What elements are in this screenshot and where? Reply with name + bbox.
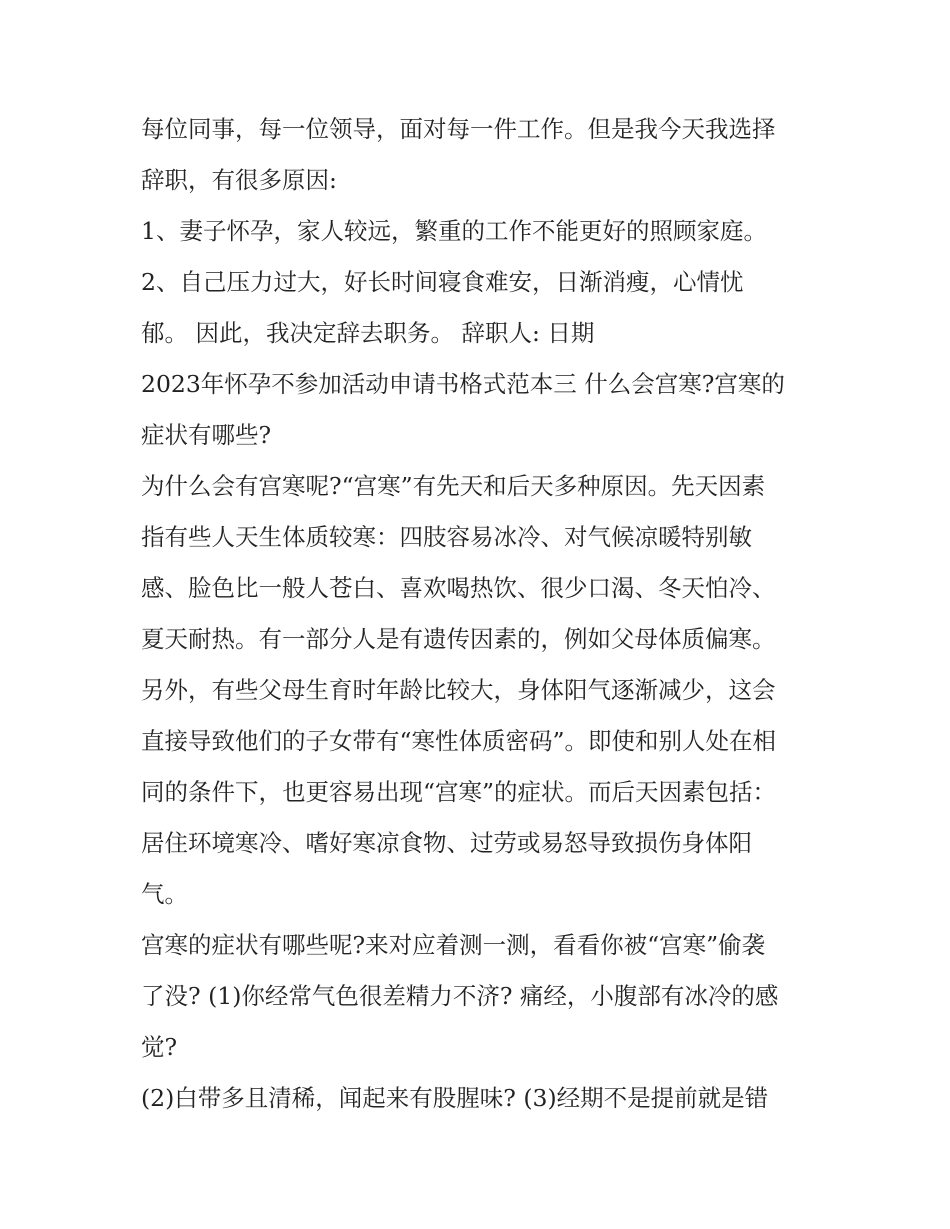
text-line: 郁。 因此，我决定辞去职务。 辞职人: 日期 (141, 319, 595, 347)
text-line: 另外，有些父母生育时年龄比较大，身体阳气逐渐减少，这会 (141, 676, 776, 704)
text-line: 辞职，有很多原因: (141, 166, 337, 194)
text-line: 同的条件下，也更容易出现“宫寒”的症状。而后天因素包括： (141, 778, 777, 806)
text-line: 气。 (141, 880, 188, 908)
text-line: 为什么会有宫寒呢?“宫寒”有先天和后天多种原因。先天因素 (141, 472, 766, 500)
text-line: (2)白带多且清稀，闻起来有股腥味? (3)经期不是提前就是错 (141, 1084, 769, 1112)
text-line: 居住环境寒冷、嗜好寒凉食物、过劳或易怒导致损伤身体阳 (141, 829, 752, 857)
text-line: 每位同事，每一位领导，面对每一件工作。但是我今天我选择 (141, 115, 776, 143)
text-line: 觉? (141, 1033, 178, 1061)
text-line: 了没? (1)你经常气色很差精力不济? 痛经，小腹部有冰冷的感 (141, 982, 779, 1010)
text-line: 1、妻子怀孕，家人较远，繁重的工作不能更好的照顾家庭。 (141, 217, 767, 245)
text-line: 感、脸色比一般人苍白、喜欢喝热饮、很少口渴、冬天怕冷、 (141, 574, 776, 602)
text-line: 直接导致他们的子女带有“寒性体质密码”。即使和别人处在相 (141, 727, 777, 755)
text-line: 2023年怀孕不参加活动申请书格式范本三 什么会宫寒?宫寒的 (141, 370, 785, 398)
text-line: 指有些人天生体质较寒：四肢容易冰冷、对气候凉暖特别敏 (141, 523, 752, 551)
text-line: 2、自己压力过大，好长时间寝食难安，日渐消瘦，心情忧 (141, 268, 744, 296)
text-line: 夏天耐热。有一部分人是有遗传因素的，例如父母体质偏寒。 (141, 625, 776, 653)
text-line: 症状有哪些? (141, 421, 272, 449)
text-line: 宫寒的症状有哪些呢?来对应着测一测，看看你被“宫寒”偷袭 (141, 931, 766, 959)
